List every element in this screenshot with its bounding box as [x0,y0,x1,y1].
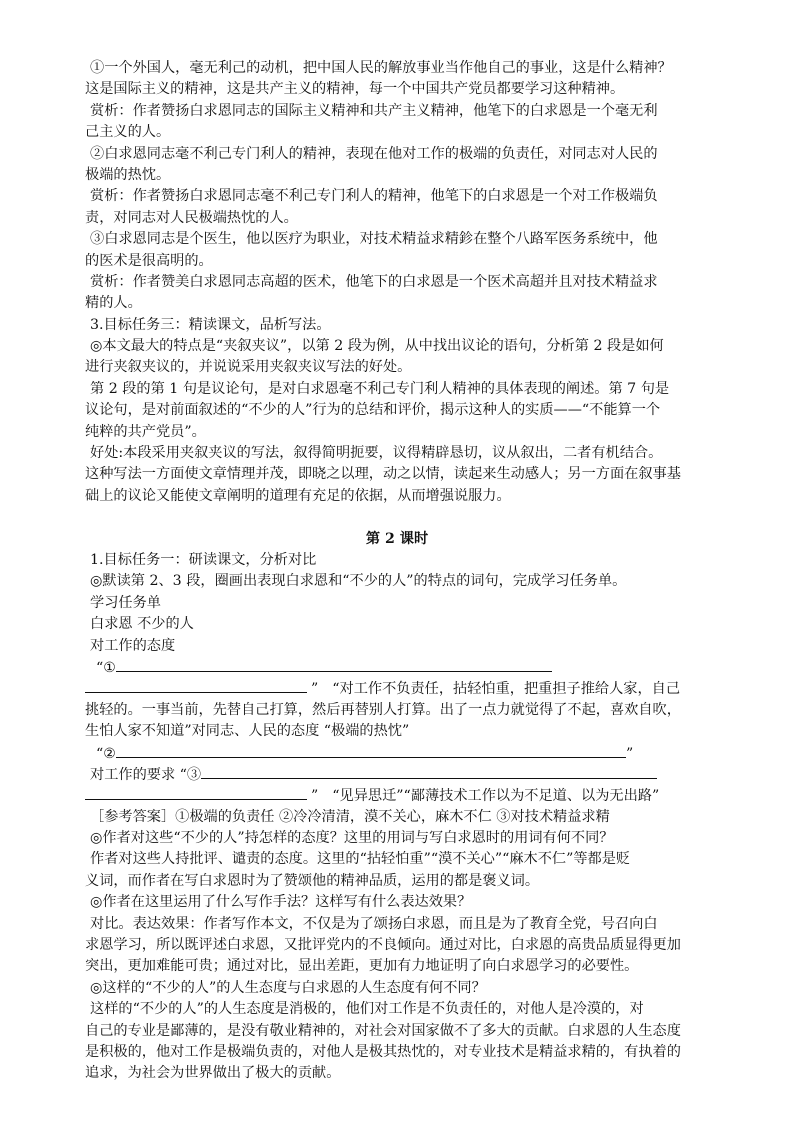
text-line: 极端的热忱。 [85,166,171,183]
text-line: 这是国际主义的精神，这是共产主义的精神，每一个中国共产党员都要学习这种精神。 [85,81,625,98]
text-line: 责，对同志对人民极端热忱的人。 [85,209,298,226]
text-line: 对比。表达效果：作者写作本文，不仅是为了颂扬白求恩，而且是为了教育全党，号召向白 [90,915,658,932]
text-line: 进行夹叙夹议的，并说说采用夹叙夹议写法的好处。 [85,359,412,376]
text-line: 这种写法一方面使文章情理并茂，即晓之以理，动之以情，读起来生动感人；另一方面在叙事基 [85,466,681,483]
text-line: ②白求恩同志毫不利己专门利人的精神，表现在他对工作的极端的负责任，对同志对人民的 [90,145,658,162]
answer-key: ［参考答案］①极端的负责任 ②冷冷清清，漠不关心，麻木不仁 ③对技术精益求精 [90,808,610,825]
text-line: 作者对这些人持批评、谴责的态度。这里的“拈轻怕重”“漠不关心”“麻木不仁”等都是贬 [90,851,631,868]
text-line: ③白求恩同志是个医生，他以医疗为职业，对技术精益求精鉁在整个八路军医务系统中，他 [90,231,658,248]
text-line: 议论句，是对前面叙述的“不少的人”行为的总结和评价，揭示这种人的实质——“不能算一个 [85,402,661,419]
text-line: 第 2 段的第 1 句是议论句，是对白求恩毫不利己专门利人精神的具体表现的阐述。第 7 句是 [90,380,670,397]
worksheet-title: 学习任务单 [90,594,161,611]
worksheet-blank-row [88,657,706,678]
worksheet-row-label: 对工作的要求 “③ [90,766,202,783]
answer-blank-3[interactable] [201,764,657,779]
text-line: 突出，更加难能可贵；通过对比，显出差距，更加有力地证明了向白求恩学习的必要性。 [85,958,639,975]
text-line: 好处:本段采用夹叙夹议的写法，叙得简明扼要，议得精辟恳切，议从叙出，二者有机结合。 [90,445,663,462]
text-line: 自己的专业是鄙薄的，是没有敬业精神的，对社会对国家做不了多大的贡献。白求恩的人生态度 [85,1022,681,1039]
quote-close: ” [625,745,634,762]
quote-open: “② [96,745,116,762]
text-line: 挑轻的。一事当前，先替自己打算，然后再替别人打算。出了一点力就觉得了不起，喜欢自吹， [85,701,681,718]
text-line: 精的人。 [85,295,142,312]
text-line: 赏析：作者赞扬白求恩同志毫不利己专门利人的精神，他笔下的白求恩是一个对工作极端负 [90,188,658,205]
text-line: 这样的“不少的人”的人生态度是消极的，他们对工作是不负责任的，对他人是冷漠的，对 [90,1001,644,1018]
worksheet-blank-row [85,785,706,806]
answer-blank-1-cont[interactable] [85,678,307,693]
text-line: ◎这样的“不少的人”的人生态度与白求恩的人生态度有何不同？ [90,979,486,996]
worksheet-blank-row [85,678,706,699]
text-line: ①一个外国人，毫无利己的动机，把中国人民的解放事业当作他自己的事业，这是什么精神？ [90,60,672,76]
text-line: 义词，而作者在写白求恩时为了赞颂他的精神品质，运用的都是褒义词。 [85,872,540,889]
text-line: ◎本文最大的特点是“夹叙夹议”，以第 2 段为例，从中找出议论的语句，分析第 2 段是如何 [90,338,664,355]
text-line: ◎作者在这里运用了什么写作手法？这样写有什么表达效果？ [90,894,472,911]
text-line: 础上的议论又能使文章阐明的道理有充足的依据，从而增强说服力。 [85,487,511,504]
text-line: 是积极的，他对工作是极端负责的，对他人是极其热忱的，对专业技术是精益求精的，有执着的 [85,1043,681,1060]
quote-close: ” [311,788,319,805]
text-line: 赏析：作者赞扬白求恩同志的国际主义精神和共产主义精神，他笔下的白求恩是一个毫无利 [90,102,658,119]
text-line: 追求，为社会为世界做出了极大的贡献。 [85,1065,341,1082]
worksheet-text: “见异思迁”“鄙薄技术工作以为不足道、以为无出路” [332,788,660,805]
text-line: 纯粹的共产党员”。 [85,423,206,440]
text-line: 己主义的人。 [85,124,171,141]
text-line: 的医术是很高明的。 [85,252,213,269]
worksheet-blank-row [88,764,706,785]
text-line: 1.目标任务一：研读课文，分析对比 [90,551,317,568]
worksheet-header: 白求恩 不少的人 [90,616,194,633]
quote-open: “① [96,659,116,676]
text-line: ◎默读第 2、3 段，圈画出表现白求恩和“不少的人”的特点的词句，完成学习任务单。 [90,573,627,590]
text-line: ◎作者对这些“不少的人”持怎样的态度？这里的用词与写白求恩时的用词有何不同？ [90,830,614,847]
text-line: 求恩学习，所以既评述白求恩，又批评党内的不良倾向。通过对比，白求恩的高贵品质显得更加 [85,937,681,954]
answer-blank-1[interactable] [116,657,552,672]
quote-close: ” [311,681,319,698]
text-line: 3.目标任务三：精读课文，品析写法。 [90,316,331,333]
text-line: 赏析：作者赞美白求恩同志高超的医术，他笔下的白求恩是一个医术高超并且对技术精益求 [90,273,658,290]
worksheet-text: “对工作不负责任，拈轻怕重，把重担子推给人家，自己 [332,681,681,698]
lesson-title: 第 2 课时 [365,530,429,547]
answer-blank-3-cont[interactable] [85,785,307,800]
worksheet-blank-row [88,743,706,764]
worksheet-row-label: 对工作的态度 [90,637,176,654]
document-page [85,58,706,1085]
answer-blank-2[interactable] [116,743,626,758]
text-line: 生怕人家不知道”对同志、人民的态度 “极端的热忱” [85,723,410,740]
